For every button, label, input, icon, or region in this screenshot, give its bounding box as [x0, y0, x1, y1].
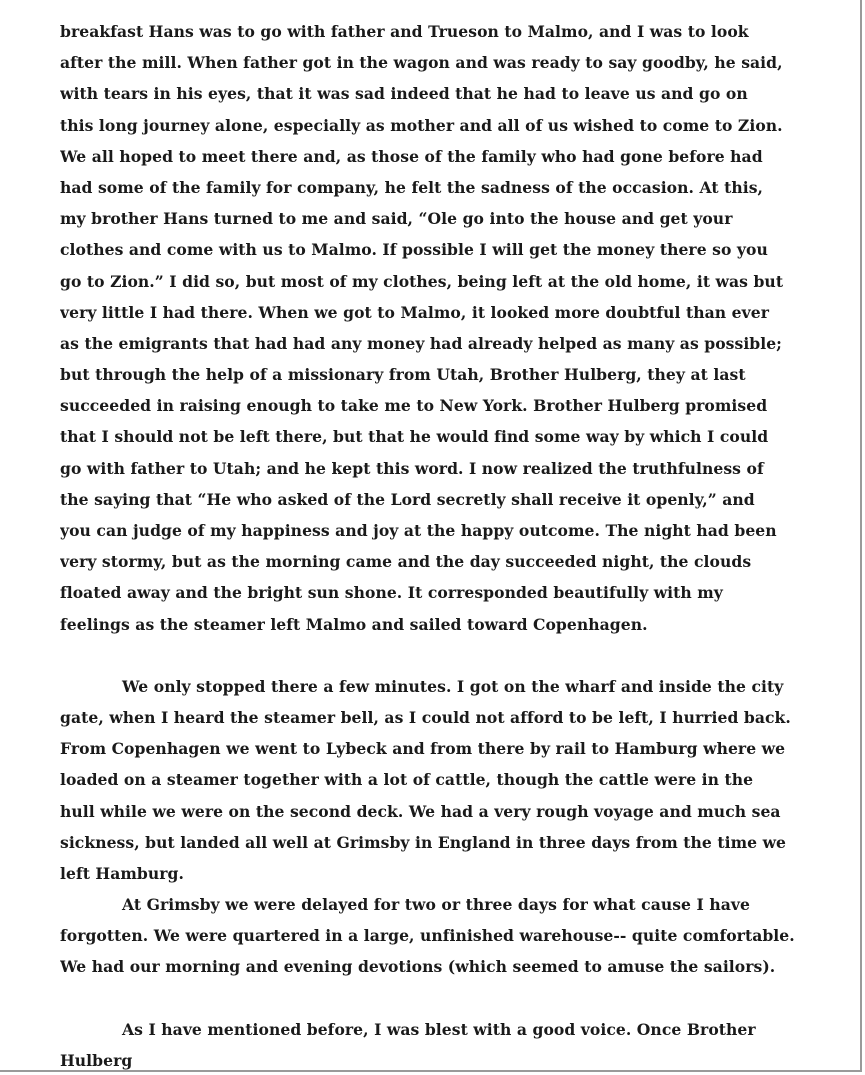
paragraph-3	[60, 889, 820, 983]
text-line: hull while we were on the second deck. We had a very rough voyage and much sea	[60, 801, 781, 821]
text-line: We had our morning and evening devotions (which seemed to amuse the sailors).	[60, 957, 776, 977]
text-line: with tears in his eyes, that it was sad indeed that he had to leave us and go on	[60, 84, 748, 104]
paragraph-2	[60, 671, 820, 889]
text-line: gate, when I heard the steamer bell, as I could not afford to be left, I hurried back.	[60, 707, 791, 727]
text-line: go with father to Utah; and he kept this word. I now realized the truthfulness of	[60, 458, 764, 478]
text-line: We all hoped to meet there and, as those of the family who had gone before had	[60, 146, 763, 166]
text-line: left Hamburg.	[60, 863, 184, 883]
text-line: From Copenhagen we went to Lybeck and from there by rail to Hamburg where we	[60, 739, 786, 759]
text-line: very little I had there. When we got to Malmo, it looked more doubtful than ever	[60, 302, 769, 322]
text-line: after the mill. When father got in the wagon and was ready to say goodby, he said,	[60, 53, 783, 73]
text-line: We only stopped there a few minutes. I got on the wharf and inside the city	[122, 676, 784, 696]
text-line: succeeded in raising enough to take me to New York. Brother Hulberg promised	[60, 396, 768, 416]
text-line: As I have mentioned before, I was blest with a good voice. Once Brother	[122, 1019, 756, 1039]
paragraph-gap	[60, 983, 820, 1014]
text-line: breakfast Hans was to go with father and Trueson to Malmo, and I was to look	[60, 22, 749, 41]
text-line: this long journey alone, especially as mother and all of us wished to come to Zion.	[60, 115, 783, 135]
text-line: but through the help of a missionary from Utah, Brother Hulberg, they at last	[60, 365, 746, 385]
text-line: At Grimsby we were delayed for two or three days for what cause I have	[122, 895, 750, 915]
text-line: loaded on a steamer together with a lot of cattle, though the cattle were in the	[60, 770, 754, 790]
text-line: feelings as the steamer left Malmo and sailed toward Copenhagen.	[60, 614, 648, 634]
document-body	[60, 16, 820, 1072]
text-line: as the emigrants that had had any money had already helped as many as possible;	[60, 333, 782, 353]
paragraph-4	[60, 1014, 820, 1072]
text-line: my brother Hans turned to me and said, “Ole go into the house and get your	[60, 209, 733, 229]
text-line: forgotten. We were quartered in a large, unfinished warehouse-- quite comfortable.	[60, 926, 795, 946]
text-line: that I should not be left there, but that he would find some way by which I could	[60, 427, 769, 447]
text-line: had some of the family for company, he felt the sadness of the occasion. At this,	[60, 177, 763, 197]
text-line: floated away and the bright sun shone. It corresponded beautifully with my	[60, 583, 723, 603]
text-line: clothes and come with us to Malmo. If possible I will get the money there so you	[60, 240, 768, 260]
text-line: sickness, but landed all well at Grimsby in England in three days from the time we	[60, 832, 787, 852]
text-line: Hulberg	[60, 1050, 133, 1070]
text-line: go to Zion.” I did so, but most of my clothes, being left at the old home, it was but	[60, 271, 784, 291]
paragraph-gap	[60, 640, 820, 671]
text-line: very stormy, but as the morning came and the day succeeded night, the clouds	[60, 552, 752, 572]
text-line: the saying that “He who asked of the Lord secretly shall receive it openly,” and	[60, 489, 755, 509]
paragraph-1	[60, 16, 820, 640]
text-line: you can judge of my happiness and joy at the happy outcome. The night had been	[60, 521, 777, 540]
